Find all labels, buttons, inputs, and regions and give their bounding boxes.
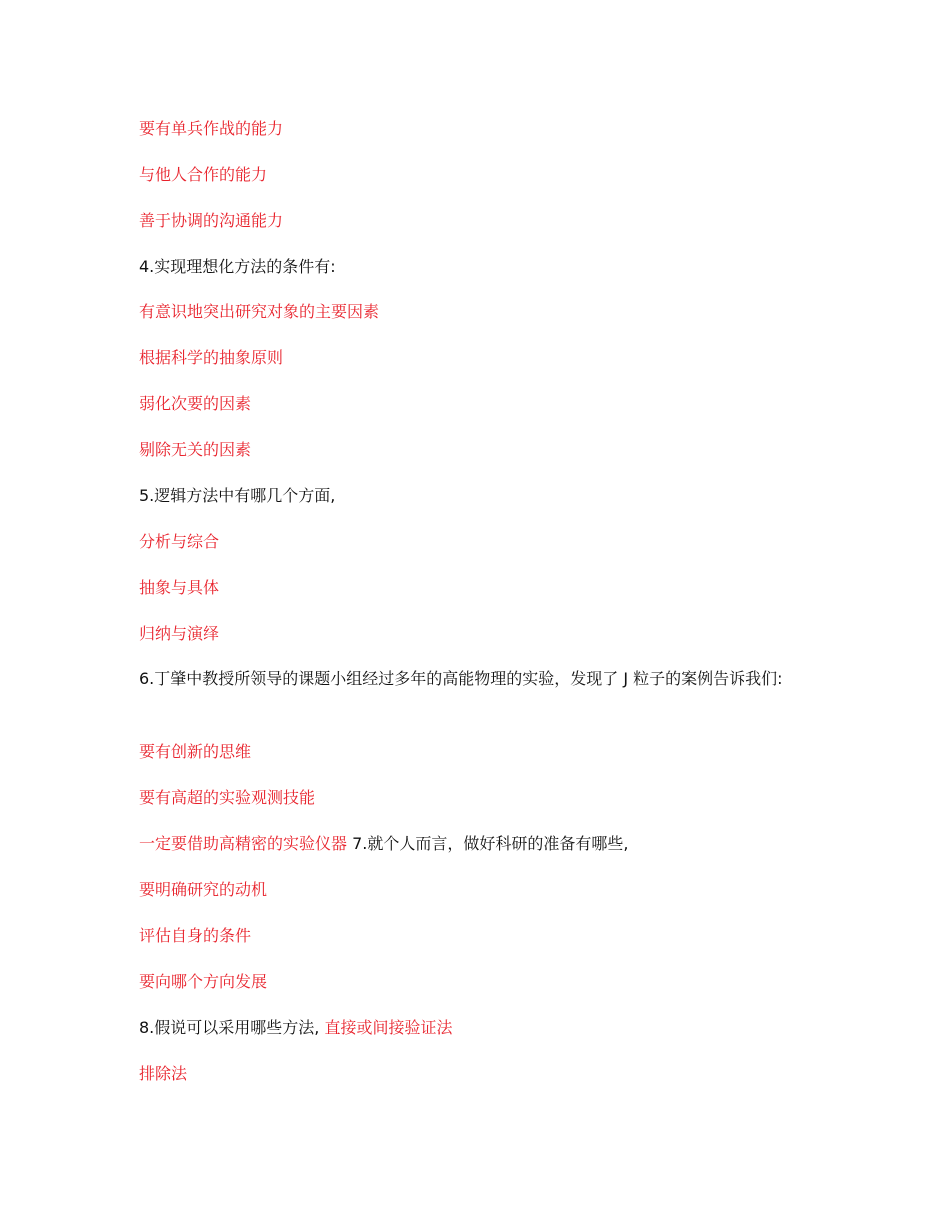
answer-line: 要有单兵作战的能力 [139,119,284,138]
question-6: 6.丁肇中教授所领导的课题小组经过多年的高能物理的实验，发现了 J 粒子的案例告诉我们: [139,669,783,688]
answer-line: 要有高超的实验观测技能 [139,788,316,807]
answer-line: 评估自身的条件 [139,926,252,945]
answer-line: 善于协调的沟通能力 [139,211,284,230]
question-7: 7.就个人而言，做好科研的准备有哪些, [352,834,629,853]
answer-line: 弱化次要的因素 [139,394,252,413]
answer-line: 根据科学的抽象原则 [139,348,284,367]
answer-line: 分析与综合 [139,532,220,551]
mixed-line [139,833,819,855]
mixed-line [139,1017,819,1039]
question-4: 4.实现理想化方法的条件有: [139,257,336,276]
answer-text: 一定要借助高精密的实验仪器 [139,834,348,853]
question-8: 8.假说可以采用哪些方法, [139,1018,320,1037]
answer-text: 直接或间接验证法 [324,1018,453,1037]
answer-line: 排除法 [139,1064,188,1083]
answer-line: 要有创新的思维 [139,742,252,761]
answer-line: 与他人合作的能力 [139,165,268,184]
answer-line: 抽象与具体 [139,578,220,597]
question-5: 5.逻辑方法中有哪几个方面, [139,486,336,505]
answer-line: 有意识地突出研究对象的主要因素 [139,302,380,321]
answer-line: 要向哪个方向发展 [139,972,268,991]
answer-line: 要明确研究的动机 [139,880,268,899]
answer-line: 剔除无关的因素 [139,440,252,459]
answer-line: 归纳与演绎 [139,624,220,643]
